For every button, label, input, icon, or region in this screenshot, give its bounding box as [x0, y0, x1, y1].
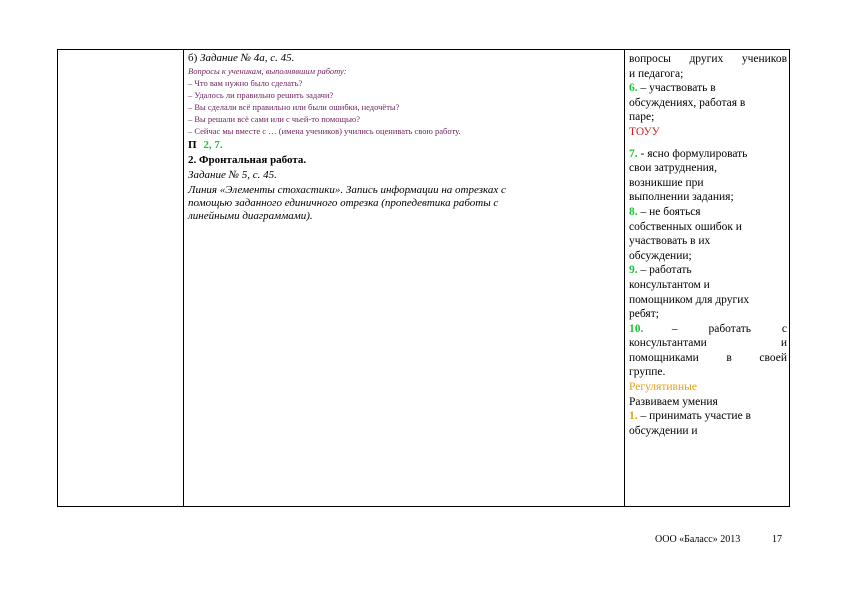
footer-text: ООО «Баласс» 2013	[655, 534, 741, 545]
question-item: – Вы сделали всё правильно или были ошибки, недочёты?	[188, 102, 400, 112]
question-item: – Сейчас мы вместе с … (имена учеников) учились оценивать свою работу.	[188, 126, 461, 136]
content-table	[57, 49, 790, 507]
question-item: – Что вам нужно было сделать?	[188, 78, 303, 88]
task-4a-title: Задание № 4а, с. 45.	[200, 52, 295, 64]
question-item: – Удалось ли правильно решить задачи?	[188, 90, 334, 100]
task-4a-line: б) Задание № 4а, с. 45.	[188, 52, 295, 64]
task-5-title: Задание № 5, с. 45.	[188, 169, 277, 181]
regulative-heading: Регулятивные	[629, 381, 697, 394]
activity-column	[184, 50, 625, 506]
page-number: 17	[772, 534, 782, 545]
line-text: Линия «Элементы стохастики». Запись информации на отрезках с	[188, 184, 506, 196]
toyu-heading: ТОУУ	[629, 125, 660, 138]
question-item: – Вы решали всё сами или с чьей-то помощью?	[188, 114, 361, 124]
frontal-title: 2. Фронтальная работа.	[188, 154, 307, 166]
line-text: линейными диаграммами).	[188, 210, 313, 222]
stage-column	[58, 50, 184, 506]
line-text: помощью заданного единичного отрезка (пропедевтика работы с	[188, 197, 499, 209]
questions-title: Вопросы к ученикам, выполнявшим работу:	[188, 66, 347, 76]
p-line: П 2, 7.	[188, 139, 223, 151]
skills-column: вопросы других учеников и педагога; 6. – участвовать в обсуждениях, работая в паре; ТОУУ 7. - ясно формулировать свои затруднения, возникшие при выполнении задания; 8. – не бояться собственных ошибок и участвовать в их обсуждении; 9. – работать консультантом и помощником для других ребят; 10. – работать с консультантами и помощниками в своей группе. Регулятивные Развиваем умения 1. – принимать участие в обсуждении и	[629, 53, 787, 437]
